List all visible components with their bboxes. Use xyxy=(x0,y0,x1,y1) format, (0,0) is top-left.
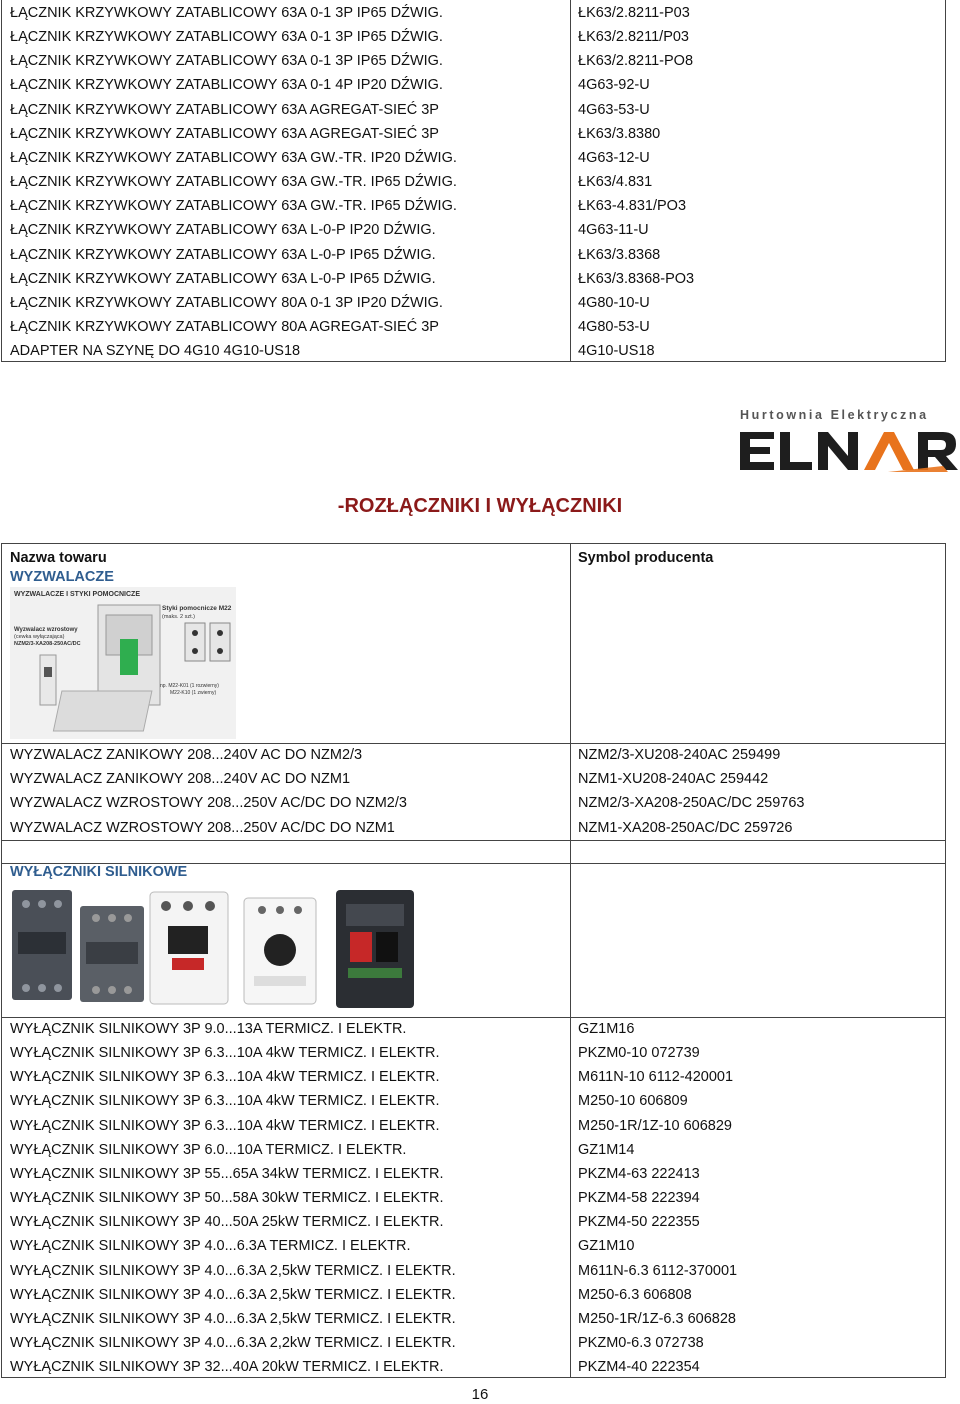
product-name: WYŁĄCZNIK SILNIKOWY 3P 4.0...6.3A 2,2kW TERMICZ. I ELEKTR. xyxy=(10,1334,456,1351)
table-row xyxy=(2,339,945,363)
manufacturer-symbol: 4G80-53-U xyxy=(578,318,650,335)
table-row xyxy=(2,49,945,73)
table-row xyxy=(2,1114,945,1138)
manufacturer-symbol: 4G63-11-U xyxy=(578,222,649,239)
table-row xyxy=(2,194,945,218)
table-row xyxy=(2,218,945,242)
category-title-motor-breakers: WYŁĄCZNIKI SILNIKOWE xyxy=(10,864,188,880)
table-row xyxy=(2,25,945,49)
manufacturer-symbol: M250-10 606809 xyxy=(578,1093,688,1110)
manufacturer-symbol: GZ1M14 xyxy=(578,1141,635,1158)
table-row xyxy=(2,1017,945,1041)
manufacturer-symbol: GZ1M16 xyxy=(578,1021,635,1037)
product-name: WYŁĄCZNIK SILNIKOWY 3P 6.3...10A 4kW TERMICZ. I ELEKTR. xyxy=(10,1069,440,1086)
table-row xyxy=(2,1065,945,1089)
product-name: ŁĄCZNIK KRZYWKOWY ZATABLICOWY 63A L-0-P IP65 DŹWIG. xyxy=(10,246,436,263)
table-row xyxy=(2,816,945,840)
photo-label-release-note: (cewka wyłączająca) xyxy=(14,634,65,640)
product-name: ŁĄCZNIK KRZYWKOWY ZATABLICOWY 63A 0-1 3P IP65 DŹWIG. xyxy=(10,29,443,46)
manufacturer-symbol: GZ1M10 xyxy=(578,1238,635,1255)
table-row xyxy=(2,1162,945,1186)
product-name: ŁĄCZNIK KRZYWKOWY ZATABLICOWY 63A L-0-P IP65 DŹWIG. xyxy=(10,270,436,287)
photo-label-release-model: NZM2/3-XA208-250AC/DC xyxy=(14,641,81,647)
product-name: ŁĄCZNIK KRZYWKOWY ZATABLICOWY 63A GW.-TR. IP20 DŹWIG. xyxy=(10,149,457,166)
manufacturer-symbol: PKZM0-10 072739 xyxy=(578,1045,700,1062)
manufacturer-symbol: PKZM4-63 222413 xyxy=(578,1165,700,1182)
manufacturer-symbol: NZM1-XU208-240AC 259442 xyxy=(578,771,769,788)
manufacturer-symbol: ŁK63/2.8211-P03 xyxy=(578,5,690,21)
manufacturer-symbol: PKZM4-50 222355 xyxy=(578,1214,700,1231)
table-row xyxy=(2,291,945,315)
product-name: ŁĄCZNIK KRZYWKOWY ZATABLICOWY 80A AGREGAT-SIEĆ 3P xyxy=(10,318,439,335)
manufacturer-symbol: ŁK63/2.8211-PO8 xyxy=(578,53,694,70)
product-name: ŁĄCZNIK KRZYWKOWY ZATABLICOWY 63A 0-1 3P IP65 DŹWIG. xyxy=(10,53,443,70)
product-name: WYŁĄCZNIK SILNIKOWY 3P 55...65A 34kW TERMICZ. I ELEKTR. xyxy=(10,1165,444,1182)
product-name: ŁĄCZNIK KRZYWKOWY ZATABLICOWY 63A GW.-TR. IP65 DŹWIG. xyxy=(10,174,457,191)
product-name: WYŁĄCZNIK SILNIKOWY 3P 6.3...10A 4kW TERMICZ. I ELEKTR. xyxy=(10,1093,440,1110)
page-number: 16 xyxy=(471,1386,489,1403)
photo-heading-line1: WYZWALACZE I STYKI POMOCNICZE xyxy=(14,591,140,598)
table-row xyxy=(2,1,945,25)
table-row xyxy=(2,170,945,194)
manufacturer-symbol: 4G10-US18 xyxy=(578,343,655,360)
cam-switch-table xyxy=(1,0,946,362)
section-title: -ROZŁĄCZNIKI I WYŁĄCZNIKI xyxy=(337,495,623,517)
product-name: WYŁĄCZNIK SILNIKOWY 3P 40...50A 25kW TERMICZ. I ELEKTR. xyxy=(10,1214,444,1231)
table-row xyxy=(2,146,945,170)
manufacturer-symbol: PKZM4-40 222354 xyxy=(578,1359,700,1376)
product-name: ŁĄCZNIK KRZYWKOWY ZATABLICOWY 63A 0-1 3P IP65 DŹWIG. xyxy=(10,5,443,21)
manufacturer-symbol: NZM2/3-XA208-250AC/DC 259763 xyxy=(578,795,805,812)
table-row xyxy=(2,767,945,791)
table-row xyxy=(2,1210,945,1234)
circuit-breaker-accessories-icon xyxy=(10,587,236,739)
product-name: WYŁĄCZNIK SILNIKOWY 3P 9.0...13A TERMICZ. I ELEKTR. xyxy=(10,1021,407,1037)
product-name: ŁĄCZNIK KRZYWKOWY ZATABLICOWY 63A AGREGAT-SIEĆ 3P xyxy=(10,125,439,142)
product-name: ŁĄCZNIK KRZYWKOWY ZATABLICOWY 63A 0-1 4P IP20 DŹWIG. xyxy=(10,77,443,94)
header-product-name: Nazwa towaru xyxy=(10,550,107,566)
table-row xyxy=(2,98,945,122)
product-name: ŁĄCZNIK KRZYWKOWY ZATABLICOWY 63A AGREGAT-SIEĆ 3P xyxy=(10,101,439,118)
table-row xyxy=(2,1259,945,1283)
product-name: WYŁĄCZNIK SILNIKOWY 3P 4.0...6.3A TERMICZ. I ELEKTR. xyxy=(10,1238,411,1255)
row-divider xyxy=(2,840,945,841)
table-row xyxy=(2,315,945,339)
product-name: WYZWALACZ WZROSTOWY 208...250V AC/DC DO NZM2/3 xyxy=(10,795,407,812)
product-name: WYŁĄCZNIK SILNIKOWY 3P 4.0...6.3A 2,5kW TERMICZ. I ELEKTR. xyxy=(10,1310,456,1327)
manufacturer-symbol: NZM1-XA208-250AC/DC 259726 xyxy=(578,819,793,836)
logo-tagline: Hurtownia Elektryczna xyxy=(740,408,929,422)
product-name: ŁĄCZNIK KRZYWKOWY ZATABLICOWY 63A GW.-TR. IP65 DŹWIG. xyxy=(10,198,457,215)
product-name: WYZWALACZ WZROSTOWY 208...250V AC/DC DO NZM1 xyxy=(10,819,395,836)
table-row xyxy=(2,1307,945,1331)
product-name: WYŁĄCZNIK SILNIKOWY 3P 6.0...10A TERMICZ. I ELEKTR. xyxy=(10,1141,407,1158)
motor-breakers-product-photo xyxy=(10,884,420,1014)
product-name: WYŁĄCZNIK SILNIKOWY 3P 6.3...10A 4kW TERMICZ. I ELEKTR. xyxy=(10,1117,440,1134)
photo-label-aux-note: (maks. 2 szt.) xyxy=(162,614,196,620)
photo-aux-models-2: M22-K10 (1 zwierny) xyxy=(170,690,217,696)
product-name: WYŁĄCZNIK SILNIKOWY 3P 32...40A 20kW TERMICZ. I ELEKTR. xyxy=(10,1359,444,1376)
table-row xyxy=(2,1186,945,1210)
motor-breakers-icon xyxy=(10,884,420,1014)
table-row xyxy=(2,243,945,267)
product-name: WYZWALACZ ZANIKOWY 208...240V AC DO NZM2/3 xyxy=(10,747,363,763)
manufacturer-symbol: PKZM4-58 222394 xyxy=(578,1190,700,1207)
manufacturer-symbol: M611N-10 6112-420001 xyxy=(578,1069,734,1086)
manufacturer-symbol: M250-1R/1Z-10 606829 xyxy=(578,1117,732,1134)
elnar-wordmark-icon xyxy=(738,426,960,476)
table-row xyxy=(2,267,945,291)
table-row xyxy=(2,1041,945,1065)
table-row xyxy=(2,1089,945,1113)
product-name: ŁĄCZNIK KRZYWKOWY ZATABLICOWY 63A L-0-P IP20 DŹWIG. xyxy=(10,222,436,239)
manufacturer-symbol: ŁK63/3.8380 xyxy=(578,125,661,142)
manufacturer-symbol: 4G63-53-U xyxy=(578,101,650,118)
manufacturer-symbol: PKZM0-6.3 072738 xyxy=(578,1334,704,1351)
product-name: WYŁĄCZNIK SILNIKOWY 3P 4.0...6.3A 2,5kW TERMICZ. I ELEKTR. xyxy=(10,1262,456,1279)
manufacturer-symbol: 4G63-92-U xyxy=(578,77,650,94)
table-row xyxy=(2,791,945,815)
photo-label-aux: Styki pomocnicze M22 xyxy=(162,605,232,612)
breakers-table xyxy=(1,543,946,1378)
product-name: ADAPTER NA SZYNĘ DO 4G10 4G10-US18 xyxy=(10,343,301,360)
photo-label-release: Wyzwalacz wzrostowy xyxy=(14,627,78,633)
manufacturer-symbol: ŁK63-4.831/PO3 xyxy=(578,198,687,215)
elnar-logo xyxy=(738,408,960,478)
manufacturer-symbol: M250-6.3 606808 xyxy=(578,1286,692,1303)
product-name: WYZWALACZ ZANIKOWY 208...240V AC DO NZM1 xyxy=(10,771,351,788)
manufacturer-symbol: 4G80-10-U xyxy=(578,294,650,311)
header-manufacturer-symbol: Symbol producenta xyxy=(578,550,714,566)
product-name: WYŁĄCZNIK SILNIKOWY 3P 50...58A 30kW TERMICZ. I ELEKTR. xyxy=(10,1190,444,1207)
manufacturer-symbol: M611N-6.3 6112-370001 xyxy=(578,1262,738,1279)
manufacturer-symbol: NZM2/3-XU208-240AC 259499 xyxy=(578,747,781,763)
product-name: ŁĄCZNIK KRZYWKOWY ZATABLICOWY 80A 0-1 3P IP20 DŹWIG. xyxy=(10,294,443,311)
table-row xyxy=(2,122,945,146)
category-title-releases: WYZWALACZE xyxy=(10,569,114,585)
manufacturer-symbol: ŁK63/2.8211/P03 xyxy=(578,29,689,46)
manufacturer-symbol: ŁK63/3.8368-PO3 xyxy=(578,270,695,287)
product-name: WYŁĄCZNIK SILNIKOWY 3P 4.0...6.3A 2,5kW TERMICZ. I ELEKTR. xyxy=(10,1286,456,1303)
manufacturer-symbol: ŁK63/3.8368 xyxy=(578,246,661,263)
table-row xyxy=(2,1234,945,1258)
manufacturer-symbol: ŁK63/4.831 xyxy=(578,174,653,191)
table-row xyxy=(2,1283,945,1307)
product-name: WYŁĄCZNIK SILNIKOWY 3P 6.3...10A 4kW TERMICZ. I ELEKTR. xyxy=(10,1045,440,1062)
releases-product-photo xyxy=(10,587,236,739)
manufacturer-symbol: M250-1R/1Z-6.3 606828 xyxy=(578,1310,736,1327)
table-row xyxy=(2,743,945,767)
table-row xyxy=(2,1355,945,1379)
table-row xyxy=(2,1331,945,1355)
table-row xyxy=(2,73,945,97)
manufacturer-symbol: 4G63-12-U xyxy=(578,149,650,166)
photo-aux-models-1: np. M22-K01 (1 rozwierny) xyxy=(160,683,219,689)
table-row xyxy=(2,1138,945,1162)
